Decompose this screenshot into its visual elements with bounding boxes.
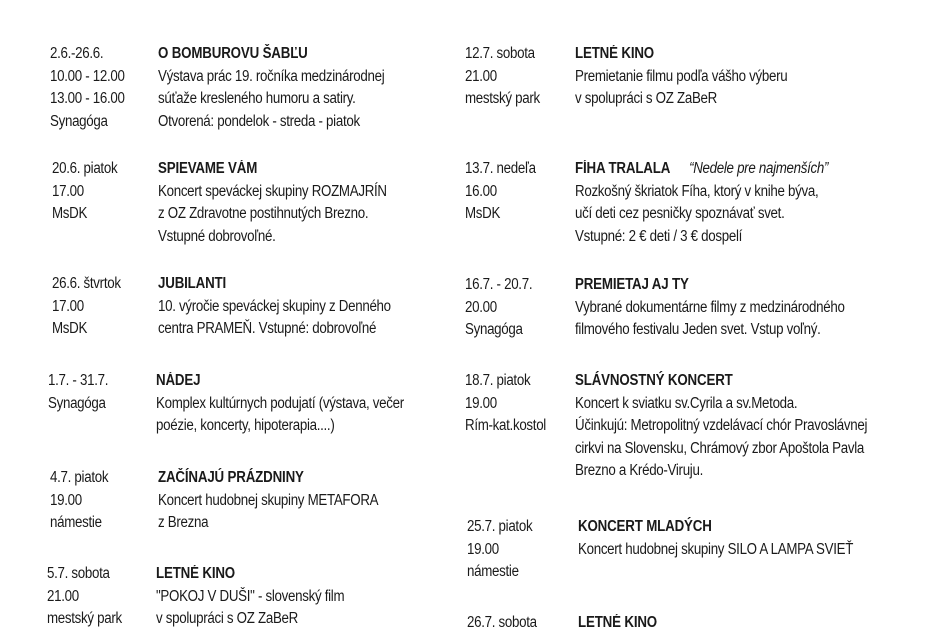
event-description-line: z Brezna bbox=[158, 514, 209, 531]
event-date: 25.7. piatok bbox=[467, 518, 533, 535]
event-description-line: učí deti cez pesničky spoznávať svet. bbox=[575, 205, 785, 222]
event-description-line: poézie, koncerty, hipoterapia....) bbox=[156, 417, 335, 434]
event-time: 20.00 bbox=[465, 298, 497, 316]
event-date: 26.7. sobota bbox=[467, 614, 537, 631]
event-body bbox=[578, 516, 853, 584]
event-title: O BOMBUROVU ŠABĽU bbox=[158, 45, 308, 62]
event-jubilanti bbox=[52, 273, 429, 341]
event-description-line: súťaže kresleného humoru a satiry. bbox=[158, 90, 356, 107]
event-meta bbox=[467, 612, 562, 635]
event-letne-kino-12-7 bbox=[465, 43, 822, 111]
event-letne-kino-26-7 bbox=[467, 612, 670, 635]
event-title: NÁDEJ bbox=[156, 372, 201, 389]
event-time: 21.00 bbox=[465, 67, 497, 85]
event-description-line: cirkvi na Slovensku, Chrámový zbor Apoštola Pavla bbox=[575, 439, 865, 457]
event-time: 13.00 - 16.00 bbox=[50, 90, 125, 107]
event-date: 2.6.-26.6. bbox=[50, 45, 104, 62]
event-venue: námestie bbox=[467, 563, 519, 580]
event-body bbox=[575, 43, 787, 111]
event-title: KONCERT MLADÝCH bbox=[578, 518, 712, 535]
event-slavnostny-koncert bbox=[465, 370, 915, 483]
event-title: LETNÉ KINO bbox=[156, 565, 236, 582]
event-description-line: filmového festivalu Jeden svet. Vstup voľný. bbox=[575, 321, 821, 338]
event-venue: mestský park bbox=[47, 610, 122, 627]
event-description-line: "POKOJ V DUŠI" - slovenský film bbox=[156, 587, 345, 605]
event-body bbox=[578, 612, 657, 635]
event-date: 5.7. sobota bbox=[47, 565, 110, 582]
event-venue: námestie bbox=[50, 514, 102, 531]
event-meta bbox=[48, 370, 141, 438]
event-time: 17.00 bbox=[52, 297, 84, 315]
event-body bbox=[575, 158, 828, 248]
event-time: 19.00 bbox=[465, 394, 497, 412]
event-date: 1.7. - 31.7. bbox=[48, 372, 109, 389]
event-letne-kino-5-7 bbox=[47, 563, 375, 631]
event-body bbox=[158, 158, 387, 248]
event-body bbox=[158, 43, 384, 133]
event-subtitle: “Nedele pre najmenších” bbox=[689, 160, 829, 177]
event-spievame-vam bbox=[52, 158, 424, 248]
event-title: SPIEVAME VÁM bbox=[158, 160, 258, 177]
event-description-line: v spolupráci s OZ ZaBeR bbox=[575, 90, 717, 107]
event-description-line: 10. výročie speváckej skupiny z Denného bbox=[158, 297, 391, 315]
event-body bbox=[575, 274, 845, 342]
event-koncert-mladych bbox=[467, 516, 898, 584]
event-time: 19.00 bbox=[467, 540, 499, 558]
event-venue: mestský park bbox=[465, 90, 540, 107]
event-date: 20.6. piatok bbox=[52, 160, 118, 177]
event-title: LETNÉ KINO bbox=[575, 45, 655, 62]
event-nadej bbox=[48, 370, 444, 438]
event-date: 16.7. - 20.7. bbox=[465, 276, 533, 293]
event-meta bbox=[467, 516, 562, 584]
event-venue: Rím-kat.kostol bbox=[465, 417, 546, 434]
event-title: ZAČÍNAJÚ PRÁZDNINY bbox=[158, 469, 304, 486]
event-meta bbox=[465, 370, 560, 483]
event-date: 18.7. piatok bbox=[465, 372, 531, 389]
event-venue: Synagóga bbox=[50, 112, 108, 130]
event-o-bomburovu-sablu bbox=[50, 43, 421, 133]
event-meta bbox=[465, 43, 560, 111]
event-date: 26.6. štvrtok bbox=[52, 275, 121, 292]
event-description-line: Otvorená: pondelok - streda - piatok bbox=[158, 112, 360, 130]
event-description-line: z OZ Zdravotne postihnutých Brezno. bbox=[158, 205, 369, 222]
event-description-line: Koncert speváckej skupiny ROZMAJRÍN bbox=[158, 182, 387, 200]
event-meta bbox=[465, 274, 560, 342]
event-title: FÍHA TRALALA bbox=[575, 160, 671, 177]
event-description-line: Koncert k sviatku sv.Cyrila a sv.Metoda. bbox=[575, 394, 798, 412]
event-venue: Synagóga bbox=[48, 394, 106, 412]
event-venue: MsDK bbox=[52, 205, 88, 222]
event-title-row bbox=[575, 158, 828, 181]
event-venue: MsDK bbox=[465, 205, 501, 222]
event-meta bbox=[50, 43, 143, 133]
event-date: 4.7. piatok bbox=[50, 469, 109, 486]
event-body bbox=[156, 563, 344, 631]
event-meta bbox=[465, 158, 560, 248]
event-description-line: Brezno a Krédo-Viruju. bbox=[575, 462, 703, 479]
event-title: JUBILANTI bbox=[158, 275, 227, 292]
event-description-line: v spolupráci s OZ ZaBeR bbox=[156, 610, 298, 627]
event-venue: MsDK bbox=[52, 320, 88, 337]
event-meta bbox=[52, 273, 143, 341]
event-title: PREMIETAJ AJ TY bbox=[575, 276, 689, 293]
event-date: 12.7. sobota bbox=[465, 45, 535, 62]
event-title: SLÁVNOSTNÝ KONCERT bbox=[575, 372, 733, 389]
event-time: 19.00 bbox=[50, 491, 82, 509]
event-date: 13.7. nedeľa bbox=[465, 160, 536, 177]
event-body bbox=[156, 370, 404, 438]
event-description-line: Výstava prác 19. ročníka medzinárodnej bbox=[158, 67, 385, 85]
event-premietaj-aj-ty bbox=[465, 274, 889, 342]
event-body bbox=[158, 467, 378, 535]
event-body bbox=[158, 273, 391, 341]
event-description-line: Vybrané dokumentárne filmy z medzinárodného bbox=[575, 298, 845, 316]
event-time: 17.00 bbox=[52, 182, 84, 200]
event-zacinaju-prazdniny bbox=[50, 467, 414, 535]
event-fiha-tralala bbox=[465, 158, 869, 248]
event-meta bbox=[47, 563, 141, 631]
event-description-line: Rozkošný škriatok Fíha, ktorý v knihe býva, bbox=[575, 182, 819, 200]
event-description-line: Koncert hudobnej skupiny SILO A LAMPA SVIEŤ bbox=[578, 540, 854, 558]
event-description-line: Komplex kultúrnych podujatí (výstava, večer bbox=[156, 394, 404, 412]
event-description-line: Vstupné: 2 € deti / 3 € dospelí bbox=[575, 227, 743, 245]
event-description-line: Premietanie filmu podľa vášho výberu bbox=[575, 67, 788, 85]
event-time: 10.00 - 12.00 bbox=[50, 67, 125, 85]
event-time: 16.00 bbox=[465, 182, 497, 200]
event-meta bbox=[52, 158, 143, 248]
event-description-line: Účinkujú: Metropolitný vzdelávací chór Pravoslávnej bbox=[575, 417, 868, 434]
event-body bbox=[575, 370, 867, 483]
event-meta bbox=[50, 467, 143, 535]
event-title: LETNÉ KINO bbox=[578, 614, 658, 631]
event-time: 21.00 bbox=[47, 587, 79, 605]
event-description-line: Koncert hudobnej skupiny METAFORA bbox=[158, 491, 379, 509]
event-description-line: Vstupné dobrovoľné. bbox=[158, 227, 276, 245]
event-venue: Synagóga bbox=[465, 321, 523, 338]
event-description-line: centra PRAMEŇ. Vstupné: dobrovoľné bbox=[158, 320, 377, 337]
